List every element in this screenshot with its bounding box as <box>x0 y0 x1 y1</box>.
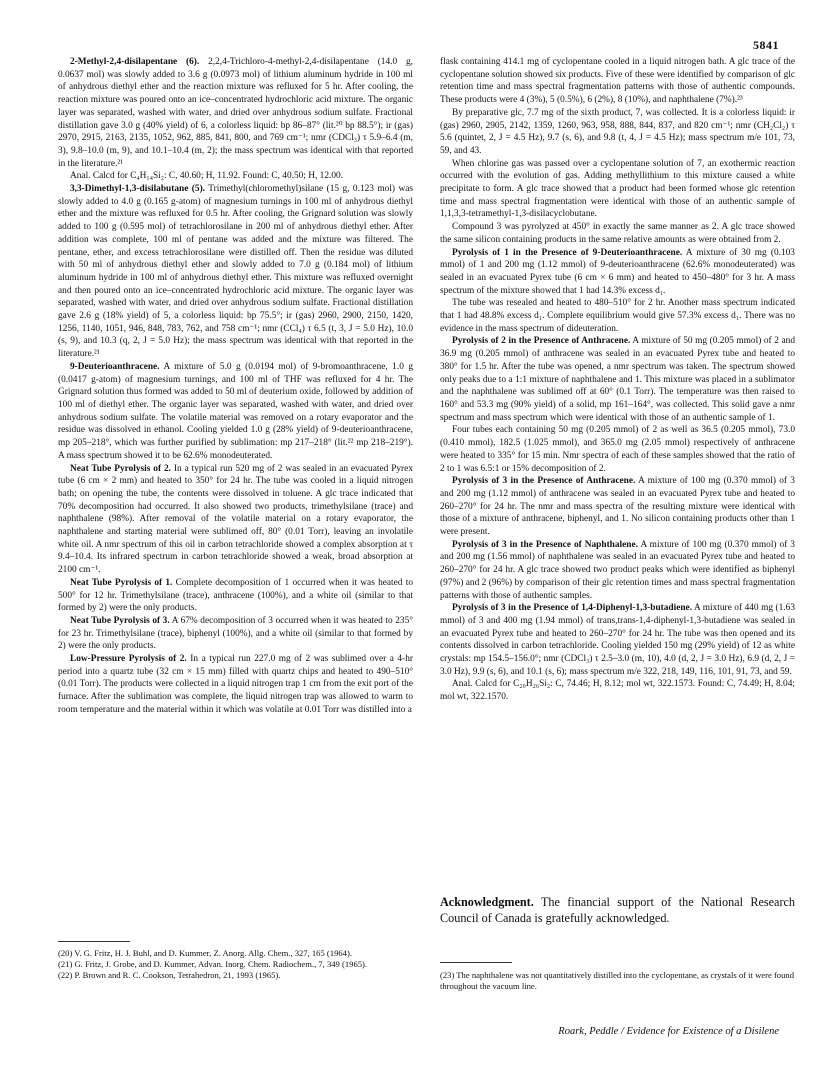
acknowledgment <box>440 895 795 926</box>
paragraph-text: A mixture of 50 mg (0.205 mmol) of 2 and 36.9 mg (0.205 mmol) of anthracene was sealed in an evacuated Pyrex tube and heated to 380° for 1.5 hr. After the tube was opened, a nmr spectrum was taken. The spectrum showed only peaks due to a 1:1 mixture of naphthalene and 1. This mixture was placed in a sublimator and the naphthalene was sublimed off at 60° (0.1 Torr). The temperature was then raised to 160° and 53.3 mg (90% yield) of a solid, mp 161–164°, was collected. This solid gave a nmr spectrum and mass spectrum which were identical with those of an authentic sample of 1. <box>440 336 795 423</box>
acknowledgment-text: The financial support of the National Research Council of Canada is gratefully acknowledged. <box>440 895 795 925</box>
paragraph <box>440 475 795 539</box>
paragraph <box>440 221 795 246</box>
paragraph-heading: Pyrolysis of 3 in the Presence of Naphthalene. <box>452 539 638 550</box>
paragraph-text: A mixture of 30 mg (0.103 mmol) of 1 and 200 mg (1.12 mmol) of 9-deuterioanthracene (62.6% monodeuterated) was sealed in an evacuated Pyrex tube (6 cm × 6 mm) and heated to 450–480° for 3 hr. A mass spectrum of the mixture showed that 1 had 14.3% excess d₁. <box>440 247 795 296</box>
paragraph-text: A mixture of 5.0 g (0.0194 mol) of 9-bromoanthracene, 1.0 g (0.0417 g-atom) of magnesium turnings, and 100 ml of THF was refluxed for 4 hr. The Grignard solution thus formed was added to 50 ml of deuterium oxide, followed by addition of 100 ml of diethyl ether. The organic layer was separated, washed with water, and dried over anhydrous sodium sulfate. The volatile material was removed on a rotary evaporator and the residue was dissolved in ethanol. Cooling yielded 1.0 g (28% yield) of 9-deuterioanthracene, mp 205–218°, which was further purified by sublimation: mp 217–218° (lit.²² mp 218–219°). A mass spectrum showed it to be 62.6% monodeuterated. <box>58 361 413 461</box>
paragraph-text: A 67% decomposition of 3 occurred when it was heated to 235° for 23 hr. Trimethylsilane (trace), biphenyl (100%), and a white oil (similar to that formed by 2) were the only products. <box>58 615 413 652</box>
footnote-rule-right <box>440 962 512 963</box>
paragraph <box>440 539 795 603</box>
left-footnotes <box>58 948 413 982</box>
paragraph <box>440 247 795 298</box>
paragraph-text: Anal. Calcd for C₄H₁₄Si₂: C, 40.60; H, 11.92. Found: C, 40.50; H, 12.00. <box>70 171 344 182</box>
paragraph-text: Compound 3 was pyrolyzed at 450° in exactly the same manner as 2. A glc trace showed the same silicon containing products in the same relative amounts as were obtained from 2. <box>440 222 795 245</box>
paragraph-text: When chlorine gas was passed over a cyclopentane solution of 7, an exothermic reaction occurred with the evolution of gas. Adding methyllithium to this mixture caused a white precipitate to form. A glc trace showed that a product had been formed whose glc retention time and mass spectral fragmentation were identical with those of an authentic sample of 1,1,3,3-tetramethyl-1,3-disilacyclobutane. <box>440 158 795 220</box>
paragraph <box>440 602 795 678</box>
paragraph-heading: 2-Methyl-2,4-disilapentane (6). <box>70 57 200 67</box>
paragraph <box>440 335 795 424</box>
running-footer: Roark, Peddle / Evidence for Existence of a Disilene <box>558 1026 779 1037</box>
paragraph-heading: Neat Tube Pyrolysis of 2. <box>70 463 171 474</box>
paragraph-heading: 9-Deuterioanthracene. <box>70 361 160 372</box>
paragraph <box>440 297 795 335</box>
paragraph <box>440 424 795 475</box>
paragraph <box>440 158 795 222</box>
paragraph-text: In a typical run 227.0 mg of 2 was sublimed over a 4-hr period into a quartz tube (32 cm × 15 mm) filled with quartz chips and heated to 490–510° (0.01 Torr). The products were collected in a liquid nitrogen trap 1 cm from the exit port of the furnace. After the sublimation was complete, the liquid nitrogen trap was allowed to warm to room temperature and the material within it which was volatile at 0.01 Torr was distilled into a <box>58 654 413 715</box>
paragraph-text: flask containing 414.1 mg of cyclopentane cooled in a liquid nitrogen bath. A glc trace of the cyclopentane solution showed six products. Five of these were identified by comparison of glc retention time and mass spectral fragmentation patterns with those of authentic compounds. These products were 4 (3%), 5 (0.5%), 6 (2%), 8 (10%), and naphthalene (7%).²³ <box>440 57 795 106</box>
paragraph <box>58 463 413 577</box>
right-column <box>440 56 795 704</box>
paragraph <box>58 653 413 717</box>
paragraph-heading: Pyrolysis of 1 in the Presence of 9-Deuterioanthracene. <box>452 247 683 258</box>
footnote: (21) G. Fritz, J. Grobe, and D. Kummer, Advan. Inorg. Chem. Radiochem., 7, 349 (1965). <box>58 959 368 970</box>
paragraph-text: A mixture of 440 mg (1.63 mmol) of 3 and 400 mg (1.94 mmol) of trans,trans-1,4-diphenyl-1,3-butadiene was sealed in an evacuated Pyrex tube and heated to 260–270° for 24 hr. The tube was then opened and its contents dissolved in carbon tetrachloride. Cooling yielded 150 mg (29% yield) of 12 as white crystals: mp 154.5–156.0°; nmr (CDCl₃) τ 2.5–3.0 (m, 10), 4.0 (d, 2, J = 3.0 Hz), 6.9 (d, 2, J = 3.0 Hz), 9.9 (s, 6), and 10.1 (s, 6); mass spectrum m/e 322, 218, 149, 116, 101, 91, 73, and 59. <box>440 603 795 677</box>
paragraph <box>440 56 795 107</box>
paragraph-heading: Pyrolysis of 3 in the Presence of Anthracene. <box>452 476 636 487</box>
paragraph-heading: Neat Tube Pyrolysis of 1. <box>70 577 173 588</box>
paragraph-text: A mixture of 100 mg (0.370 mmol) of 3 and 200 mg (1.12 mmol) of anthracene was sealed in an evacuated Pyrex tube and heated to 260–270° for 24 hr. The nmr and mass spectra of the resulting mixture were identical with those of a mixture of anthracene, biphenyl, and 1. No silicon containing products other than 1 were present. <box>440 476 795 538</box>
paragraph-text: A mixture of 100 mg (0.370 mmol) of 3 and 200 mg (1.56 mmol) of naphthalene was sealed in an evacuated Pyrex tube and heated to 260–270° for 24 hr. A glc trace showed two product peaks which were identified as biphenyl (97%) and 2 (96%) by comparison of their glc retention times and mass spectral fragmentation patterns with those of authentic samples. <box>440 539 795 601</box>
paragraph-heading: Pyrolysis of 2 in the Presence of Anthracene. <box>452 336 631 347</box>
paragraph <box>58 170 413 183</box>
paragraph-text: Anal. Calcd for C₂₀H₂₆Si₂: C, 74.46; H, 8.12; mol wt, 322.1573. Found: C, 74.49; H, 8.04; mol wt, 322.1570. <box>440 679 795 703</box>
footnote-rule-left <box>58 941 130 942</box>
paragraph <box>440 107 795 158</box>
paragraph-heading: Low-Pressure Pyrolysis of 2. <box>70 654 187 665</box>
acknowledgment-heading: Acknowledgment. <box>440 895 534 909</box>
paragraph-text: By preparative glc, 7.7 mg of the sixth product, 7, was collected. It is a colorless liquid: ir (gas) 2960, 2905, 2142, 1359, 1260, 963, 958, 888, 844, 837, and 820 cm⁻¹; nmr (CH₂Cl₂) τ 5.6 (quintet, 2, J = 4.5 Hz), 9.7 (s, 6), and 9.8 (t, 4, J = 4.5 Hz); mass spectrum m/e 101, 73, 59, and 43. <box>440 107 795 156</box>
page-number: 5841 <box>753 38 779 52</box>
paragraph <box>440 678 795 703</box>
paragraph-text: The tube was resealed and heated to 480–510° for 2 hr. Another mass spectrum indicated that 1 had 48.8% excess d₁. Complete equilibrium would give 57.3% excess d₁. There was no evidence in the mass spectrum of dideuteration. <box>440 298 795 334</box>
paragraph-heading: Pyrolysis of 3 in the Presence of 1,4-Diphenyl-1,3-butadiene. <box>452 603 693 614</box>
paragraph-text: Four tubes each containing 50 mg (0.205 mmol) of 2 as well as 36.5 (0.205 mmol), 73.0 (0.410 mmol), 182.5 (1.025 mmol), and 365.0 mg (2.05 mmol) respectively of anthracene were heated to 335° for 15 min. Nmr spectra of each of these samples showed that the ratio of 2 to 1 was 6.5:1 or 15% decomposition of 2. <box>440 425 795 474</box>
paragraph-heading: Neat Tube Pyrolysis of 3. <box>70 615 170 626</box>
left-column <box>58 56 413 717</box>
paragraph-text: In a typical run 520 mg of 2 was sealed in an evacuated Pyrex tube (6 cm × 2 mm) and heated to 350° for 24 hr. The tube was cooled in a liquid nitrogen bath; on opening the tube, the contents were dissolved in toluene. A glc trace indicated that 70% decomposition had occurred. It also showed two products, trimethylsilane (trace) and naphthalene (98%). After removal of the volatile material on a rotary evaporator, the naphthalene and starting material were sublimed off, 80° (0.01 Torr), leaving an involatile white oil. A nmr spectrum of this oil in carbon tetrachloride showed a complex absorption at τ 9.4–10.4. Its infrared spectrum in carbon tetrachloride showed a weak, broad absorption at 2100 cm⁻¹. <box>58 463 413 576</box>
paragraph <box>58 361 413 463</box>
footnote: (20) V. G. Fritz, H. J. Buhl, and D. Kummer, Z. Anorg. Allg. Chem., 327, 165 (1964). <box>58 948 352 958</box>
paragraph-heading: 3,3-Dimethyl-1,3-disilabutane (5). <box>70 184 206 195</box>
paragraph-text: Complete decomposition of 1 occurred when it was heated to 500° for 12 hr. Trimethylsilane (trace), anthracene (100%), and a white oil (similar to that formed by 2) were the only products. <box>58 577 413 614</box>
right-footnotes <box>440 970 795 992</box>
footnote: (23) The naphthalene was not quantitatively distilled into the cyclopentane, as crystals of it were found throughout the vacuum line. <box>440 970 794 992</box>
paragraph-text: 2,2,4-Trichloro-4-methyl-2,4-disilapentane (14.0 g, 0.0637 mol) was slowly added to 3.6 g (0.0973 mol) of lithium aluminum hydride in 100 ml of anhydrous diethyl ether and the reaction mixture was refluxed for 5 hr. After cooling, the reaction mixture was poured onto an ice–concentrated hydrochloric acid mixture. The organic layer was separated, washed with water, and dried over anhydrous sodium sulfate. Fractional distillation gave 3.0 g (40% yield) of 6, a colorless liquid: bp 86–87° (lit.²⁰ bp 88.5°); ir (gas) 2970, 2915, 2163, 2135, 1052, 962, 885, 841, 800, and 769 cm⁻¹; nmr (CDCl₃) τ 5.9–6.4 (m, 3), 9.8–10.0 (m, 9), and 10.1–10.4 (m, 2); the mass spectrum was identical with that reported in the literature.²¹ <box>58 57 413 169</box>
footnote: (22) P. Brown and R. C. Cookson, Tetrahedron, 21, 1993 (1965). <box>58 970 281 981</box>
paragraph-text: Trimethyl(chloromethyl)silane (15 g, 0.123 mol) was slowly added to 4.0 g (0.165 g-atom) of magnesium turnings in 100 ml of anhydrous diethyl ether and the mixture was refluxed for 0.5 hr. After cooling, the Grignard solution was slowly added to 100 g (0.595 mol) of tetrachlorosilane in 200 ml of anhydrous diethyl ether. After addition was complete, 100 ml of pentane was added and the mixture was filtered. The pentane, ether, and excess tetrachlorosilane were distilled off. Then the residue was diluted with 50 ml of anhydrous diethyl ether and slowly added to 7.0 g (0.184 mol) of lithium aluminum hydride in 100 ml of anhydrous diethyl ether. This mixture was refluxed overnight and then poured onto an ice–concentrated hydrochloric acid mixture. The organic layer was separated, washed with water, and dried over anhydrous sodium sulfate. Fractional distillation gave 2.6 g (18% yield) of 5, a colorless liquid: bp 75.5°; ir (gas) 2960, 2900, 2150, 1420, 1256, 1140, 1051, 946, 848, 783, 762, and 758 cm⁻¹; nmr (CCl₄) τ 6.5 (t, 3, J = 5.0 Hz), 10.0 (s, 9), and 10.3 (q, 2, J = 5.0 Hz); the mass spectrum was identical with that reported in the literature.²¹ <box>58 184 413 360</box>
paragraph <box>58 615 413 653</box>
paragraph <box>58 183 413 361</box>
paragraph <box>58 577 413 615</box>
paragraph <box>58 56 413 170</box>
